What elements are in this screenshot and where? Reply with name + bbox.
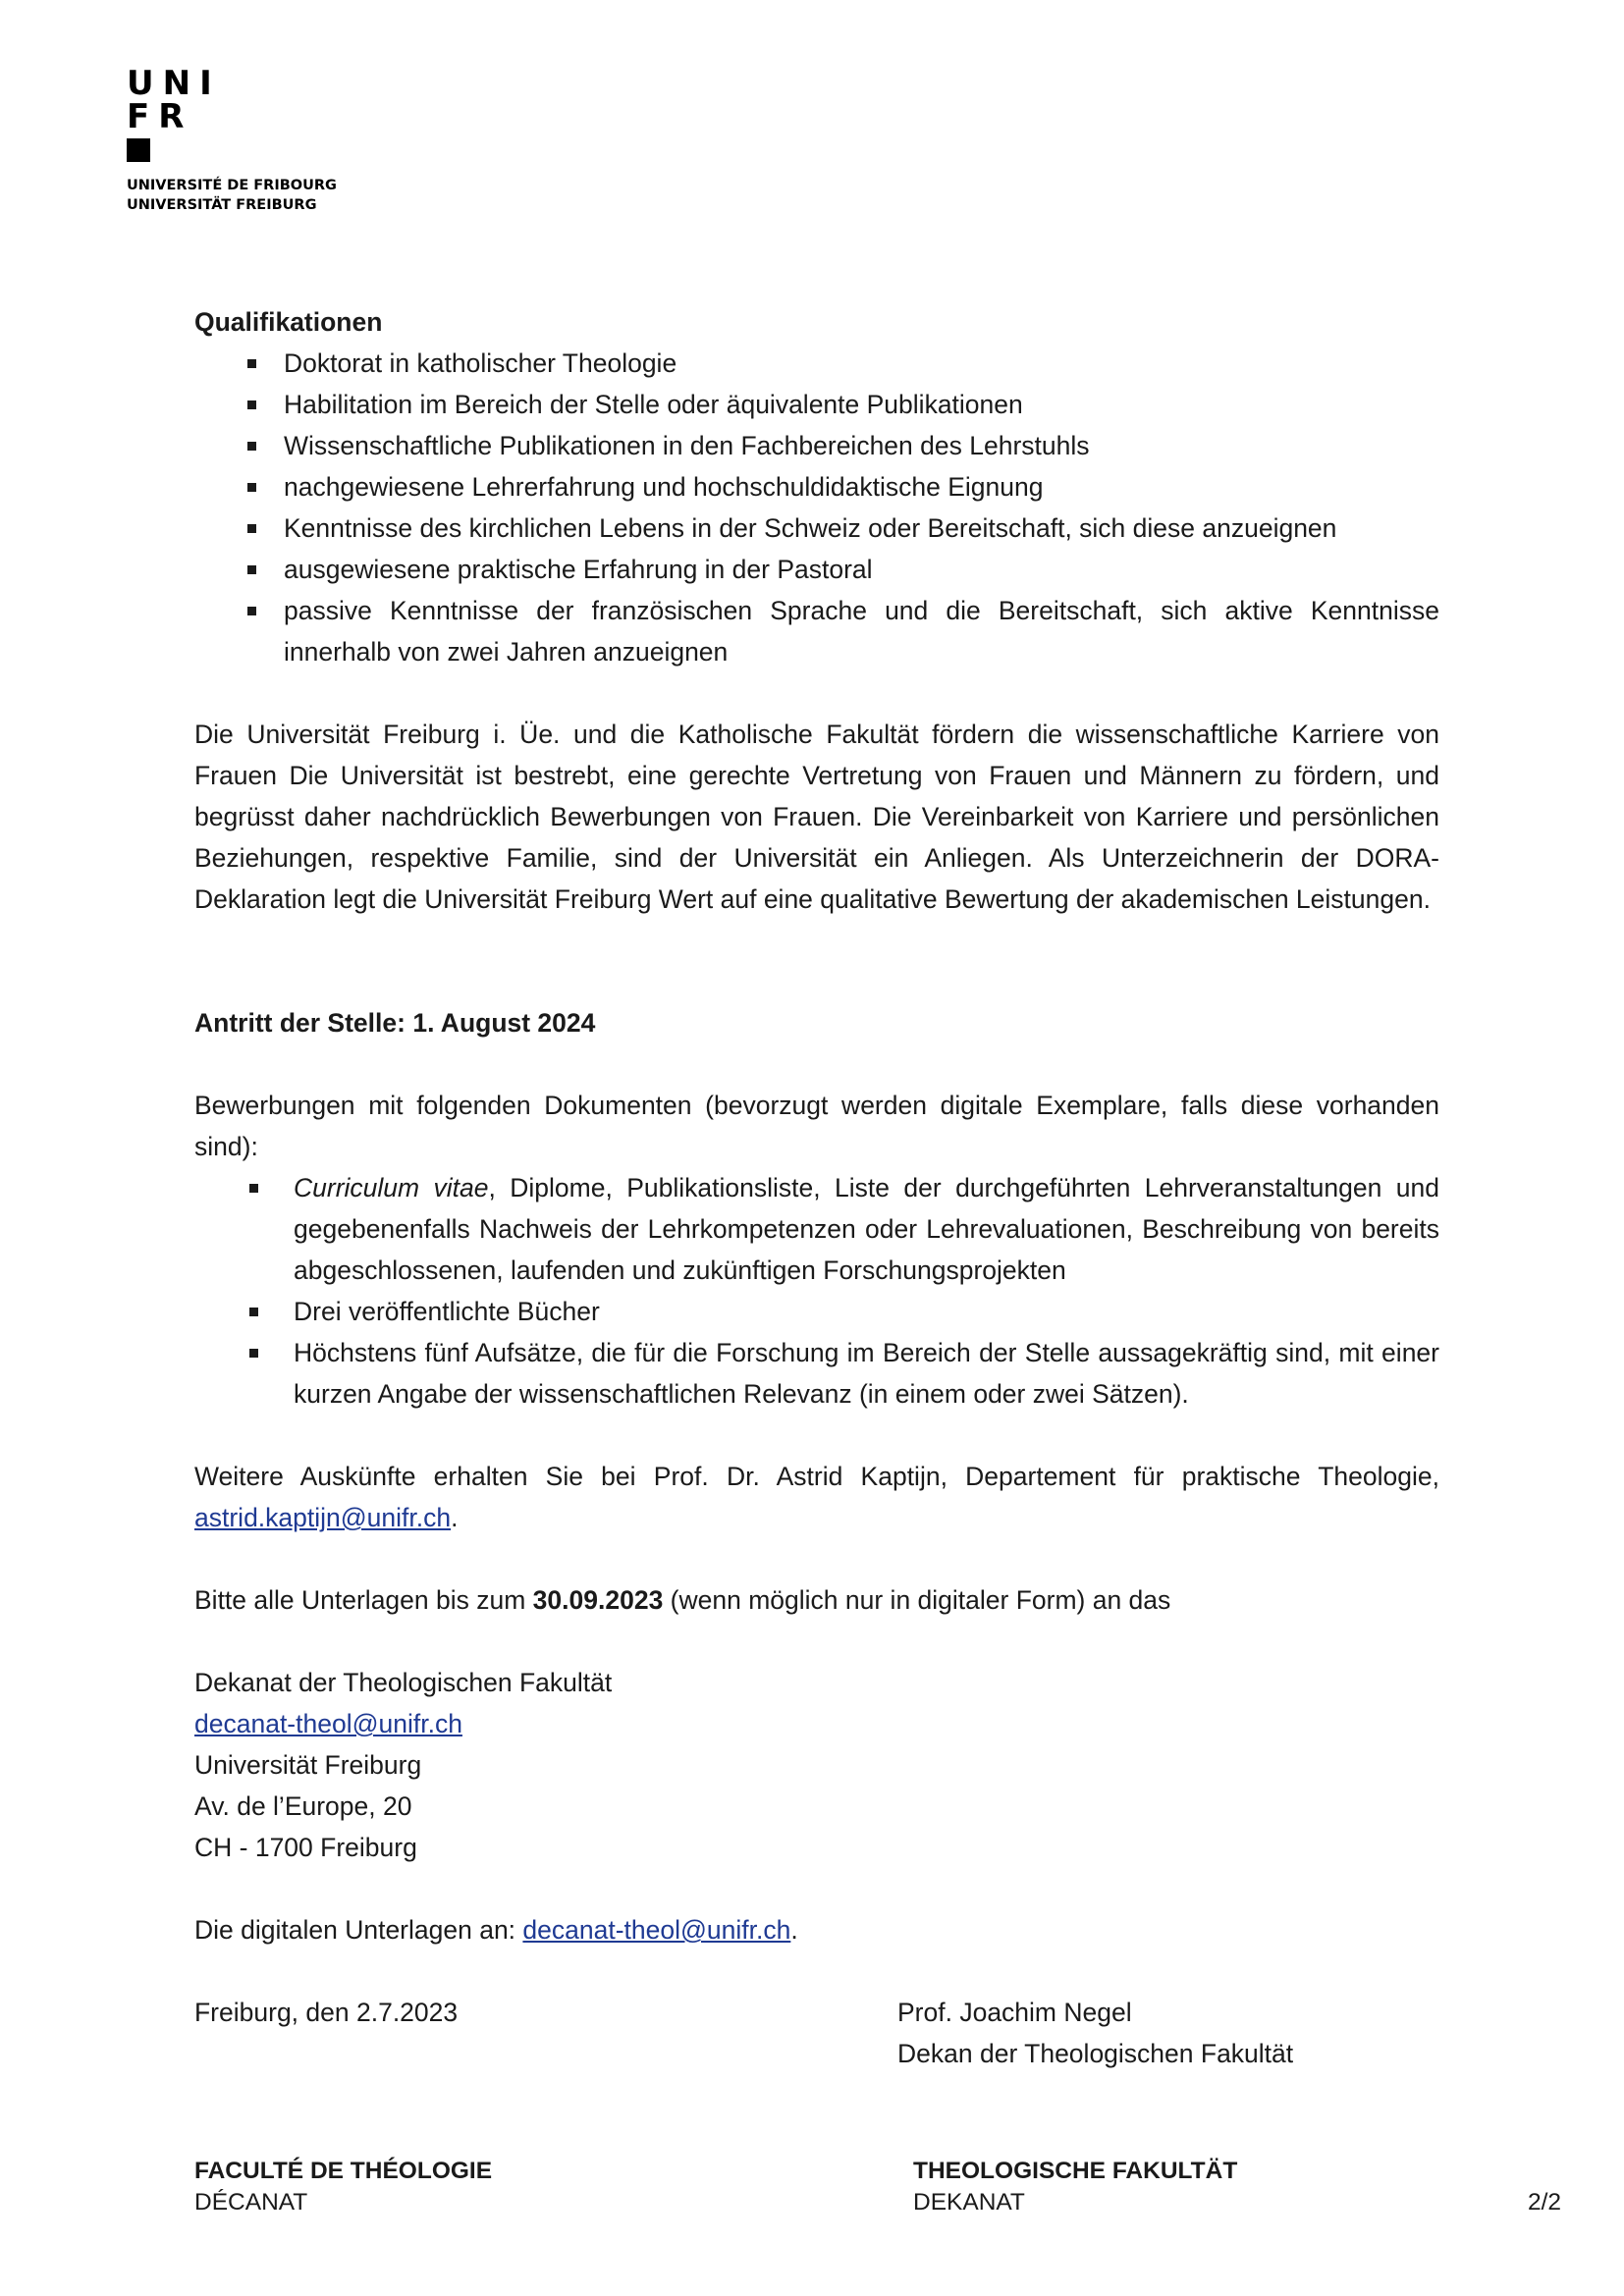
signature-block bbox=[897, 1992, 1487, 2074]
digital-period: . bbox=[790, 1915, 798, 1945]
deadline-pre: Bitte alle Unterlagen bis zum bbox=[194, 1585, 533, 1615]
contact-text: Weitere Auskünfte erhalten Sie bei Prof. Dr. Astrid Kaptijn, Departement für praktische Theologie, bbox=[194, 1462, 1439, 1491]
list-item: Kenntnisse des kirchlichen Lebens in der Schweiz oder Bereitschaft, sich diese anzueignen bbox=[194, 507, 1439, 549]
address-line: Av. de l’Europe, 20 bbox=[194, 1791, 412, 1821]
footer-right bbox=[913, 2156, 1237, 2218]
list-item: Habilitation im Bereich der Stelle oder äquivalente Publikationen bbox=[194, 384, 1439, 425]
place-date: Freiburg, den 2.7.2023 bbox=[194, 1998, 459, 2027]
documents-list-text: , Diplome, Publikationsliste, Liste der durchgeführten Lehrveranstaltungen und gegebenenfalls Nachweis der Lehrkompetenzen oder Lehrevaluationen, Beschreibung von bereits abgeschlossenen, laufenden und zukünftigen Forschungsprojekten bbox=[294, 1173, 1439, 1285]
footer-faculty-fr: FACULTÉ DE THÉOLOGIE bbox=[194, 2158, 493, 2184]
logo-subtitle-fr: UNIVERSITÉ DE FRIBOURG bbox=[127, 178, 337, 193]
address-block bbox=[194, 1662, 1439, 1868]
digital-pre: Die digitalen Unterlagen an: bbox=[194, 1915, 523, 1945]
list-item: ausgewiesene praktische Erfahrung in der Pastoral bbox=[194, 549, 1439, 590]
applications-section bbox=[194, 1085, 1439, 1415]
page-number: 2/2 bbox=[1527, 2189, 1561, 2216]
deadline-date: 30.09.2023 bbox=[532, 1585, 664, 1615]
contact-period: . bbox=[451, 1503, 459, 1532]
list-item: passive Kenntnisse der französischen Sprache und die Bereitschaft, sich aktive Kenntnisse innerhalb von zwei Jahren anzueignen bbox=[194, 590, 1439, 672]
logo-line-fr: FR bbox=[127, 97, 193, 136]
list-item: nachgewiesene Lehrerfahrung und hochschuldidaktische Eignung bbox=[194, 466, 1439, 507]
contact-paragraph bbox=[194, 1456, 1439, 1538]
applications-intro: Bewerbungen mit folgenden Dokumenten (bevorzugt werden digitale Exemplare, falls diese vorhanden sind): bbox=[194, 1091, 1439, 1161]
qualifications-heading: Qualifikationen bbox=[194, 307, 383, 337]
footer-decanat-fr: DÉCANAT bbox=[194, 2189, 308, 2216]
digital-email-link[interactable]: decanat-theol@unifr.ch bbox=[522, 1915, 791, 1945]
logo-line-uni: UNI bbox=[127, 64, 221, 103]
signatory-title: Dekan der Theologischen Fakultät bbox=[897, 2039, 1294, 2068]
qualifications-section bbox=[194, 301, 1439, 672]
university-logo bbox=[127, 64, 337, 215]
list-item: Drei veröffentlichte Bücher bbox=[194, 1291, 1439, 1332]
qualifications-list bbox=[194, 343, 1439, 672]
address-email-link[interactable]: decanat-theol@unifr.ch bbox=[194, 1709, 462, 1738]
curriculum-vitae-label: Curriculum vitae bbox=[294, 1173, 489, 1202]
footer-dekanat-de: DEKANAT bbox=[913, 2189, 1025, 2216]
footer-left bbox=[194, 2156, 492, 2218]
address-line: Dekanat der Theologischen Fakultät bbox=[194, 1668, 613, 1697]
list-item: Wissenschaftliche Publikationen in den Fachbereichen des Lehrstuhls bbox=[194, 425, 1439, 466]
list-item bbox=[194, 1167, 1439, 1291]
applications-list bbox=[194, 1167, 1439, 1415]
start-date-heading: Antritt der Stelle: 1. August 2024 bbox=[194, 1008, 596, 1038]
contact-email-link[interactable]: astrid.kaptijn@unifr.ch bbox=[194, 1503, 452, 1532]
signatory-name: Prof. Joachim Negel bbox=[897, 1998, 1132, 2027]
deadline-paragraph bbox=[194, 1579, 1439, 1621]
list-item: Höchstens fünf Aufsätze, die für die Forschung im Bereich der Stelle aussagekräftig sind, mit einer kurzen Angabe der wissenschaftlichen Relevanz (in einem oder zwei Sätzen). bbox=[194, 1332, 1439, 1415]
logo-subtitle-de: UNIVERSITÄT FREIBURG bbox=[127, 197, 317, 213]
address-line: CH - 1700 Freiburg bbox=[194, 1833, 417, 1862]
digital-submission-paragraph bbox=[194, 1909, 1439, 1950]
list-item: Doktorat in katholischer Theologie bbox=[194, 343, 1439, 384]
footer-faculty-de: THEOLOGISCHE FAKULTÄT bbox=[913, 2158, 1238, 2184]
address-line: Universität Freiburg bbox=[194, 1750, 422, 1780]
equality-paragraph: Die Universität Freiburg i. Üe. und die Katholische Fakultät fördern die wissenschaftliche Karriere von Frauen Die Universität ist bestrebt, eine gerechte Vertretung von Frauen und Männern zu fördern, und begrüsst daher nachdrücklich Bewerbungen von Frauen. Die Vereinbarkeit von Karriere und persönlichen Beziehungen, respektive Familie, sind der Universität ein Anliegen. Als Unterzeichnerin der DORA-Deklaration legt die Universität Freiburg Wert auf eine qualitative Bewertung der akademischen Leistungen. bbox=[194, 720, 1439, 914]
deadline-post: (wenn möglich nur in digitaler Form) an das bbox=[663, 1585, 1171, 1615]
logo-square-icon bbox=[127, 138, 150, 162]
